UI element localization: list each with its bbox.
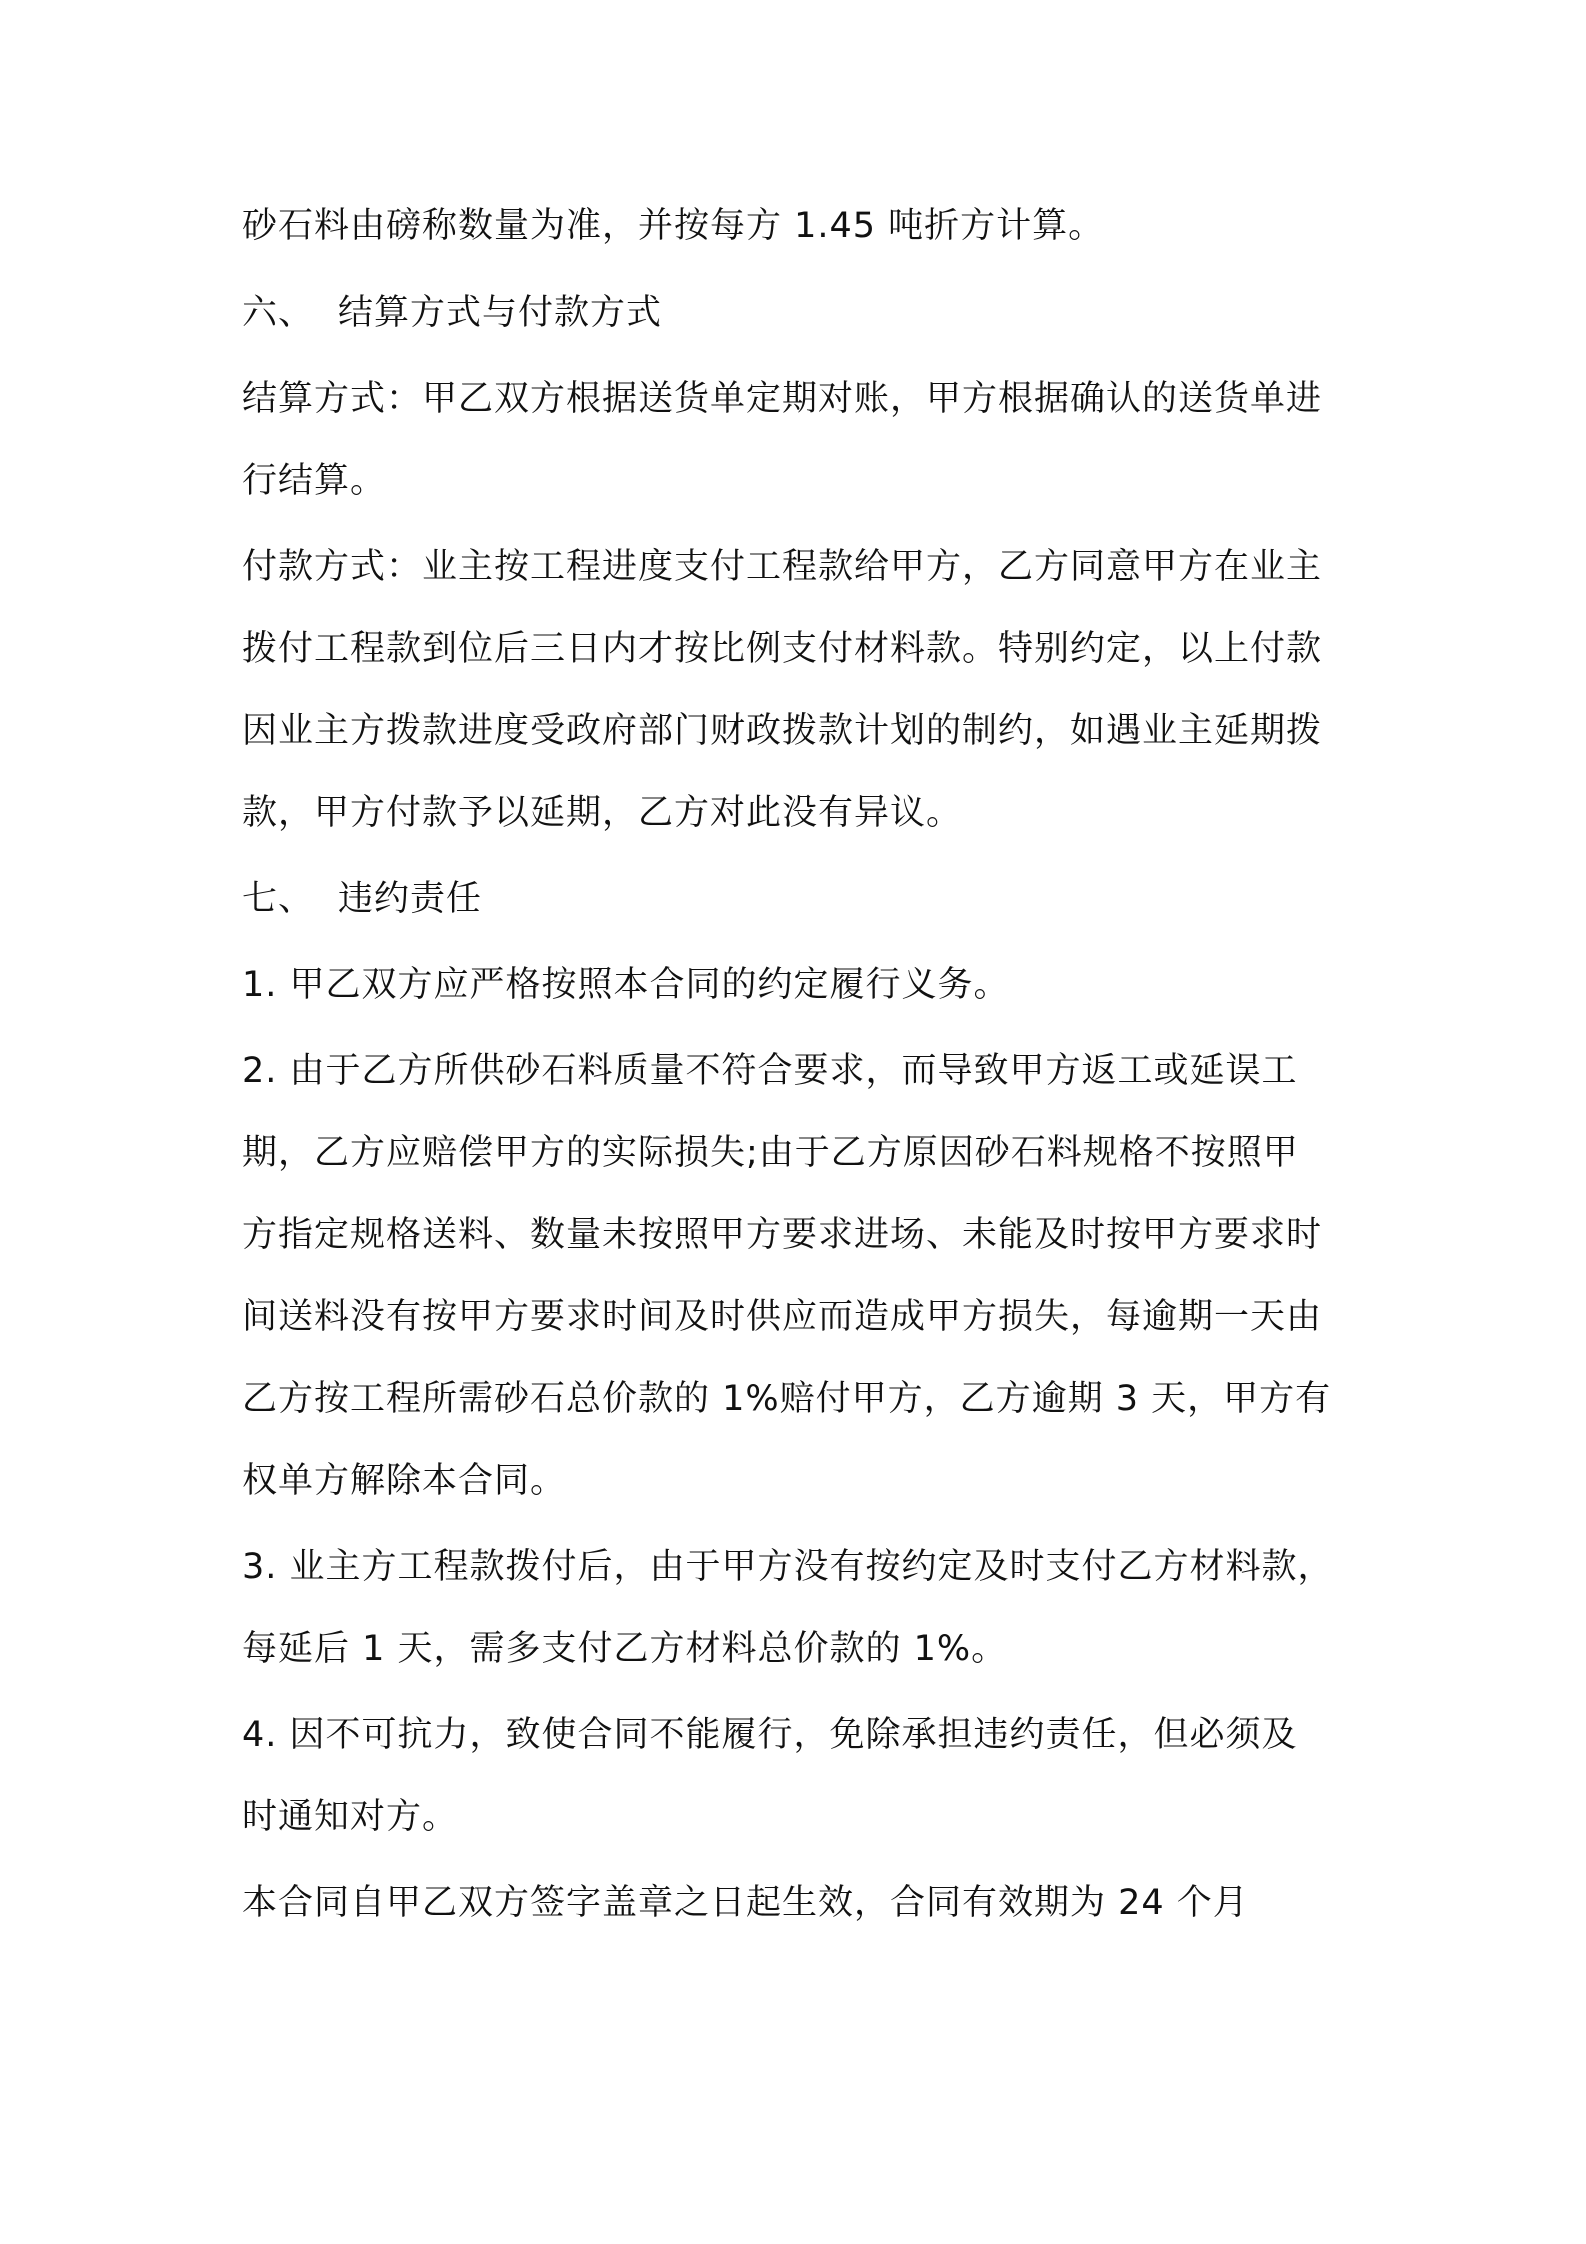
paragraph-line: 因业主方拨款进度受政府部门财政拨款计划的制约，如遇业主延期拨 <box>242 711 1323 751</box>
clause-line: 3. 业主方工程款拨付后，由于甲方没有按约定及时支付乙方材料款， <box>242 1547 1334 1587</box>
clause-line: 4. 因不可抗力，致使合同不能履行，免除承担违约责任，但必须及 <box>242 1715 1298 1755</box>
clause-line: 方指定规格送料、数量未按照甲方要求进场、未能及时按甲方要求时 <box>242 1215 1323 1255</box>
paragraph-line: 拨付工程款到位后三日内才按比例支付材料款。特别约定，以上付款 <box>242 629 1323 669</box>
section-heading-7 <box>242 874 482 924</box>
section-title: 违约责任 <box>338 879 483 919</box>
closing-line: 本合同自甲乙双方签字盖章之日起生效，合同有效期为 24 个月 <box>242 1883 1249 1923</box>
section-number: 六、 <box>242 293 315 333</box>
section-number: 七、 <box>242 879 315 919</box>
clause-line: 期，乙方应赔偿甲方的实际损失;由于乙方原因砂石料规格不按照甲 <box>242 1133 1299 1173</box>
clause-line: 权单方解除本合同。 <box>242 1461 567 1501</box>
clause-line: 乙方按工程所需砂石总价款的 1%赔付甲方，乙方逾期 3 天，甲方有 <box>242 1379 1332 1419</box>
clause-line: 每延后 1 天，需多支付乙方材料总价款的 1%。 <box>242 1629 1008 1669</box>
clause-line: 2. 由于乙方所供砂石料质量不符合要求，而导致甲方返工或延误工 <box>242 1051 1298 1091</box>
section-title: 结算方式与付款方式 <box>338 293 663 333</box>
clause-line: 1. 甲乙双方应严格按照本合同的约定履行义务。 <box>242 965 1010 1005</box>
clause-line: 时通知对方。 <box>242 1797 459 1837</box>
paragraph-line: 款，甲方付款予以延期，乙方对此没有异议。 <box>242 793 963 833</box>
paragraph-line: 付款方式：业主按工程进度支付工程款给甲方，乙方同意甲方在业主 <box>242 547 1323 587</box>
section-heading-6 <box>242 288 662 338</box>
paragraph-line: 行结算。 <box>242 461 387 501</box>
clause-line: 间送料没有按甲方要求时间及时供应而造成甲方损失，每逾期一天由 <box>242 1297 1323 1337</box>
paragraph-line: 结算方式：甲乙双方根据送货单定期对账，甲方根据确认的送货单进 <box>242 379 1323 419</box>
paragraph-line: 砂石料由磅称数量为准，并按每方 1.45 吨折方计算。 <box>242 206 1105 246</box>
